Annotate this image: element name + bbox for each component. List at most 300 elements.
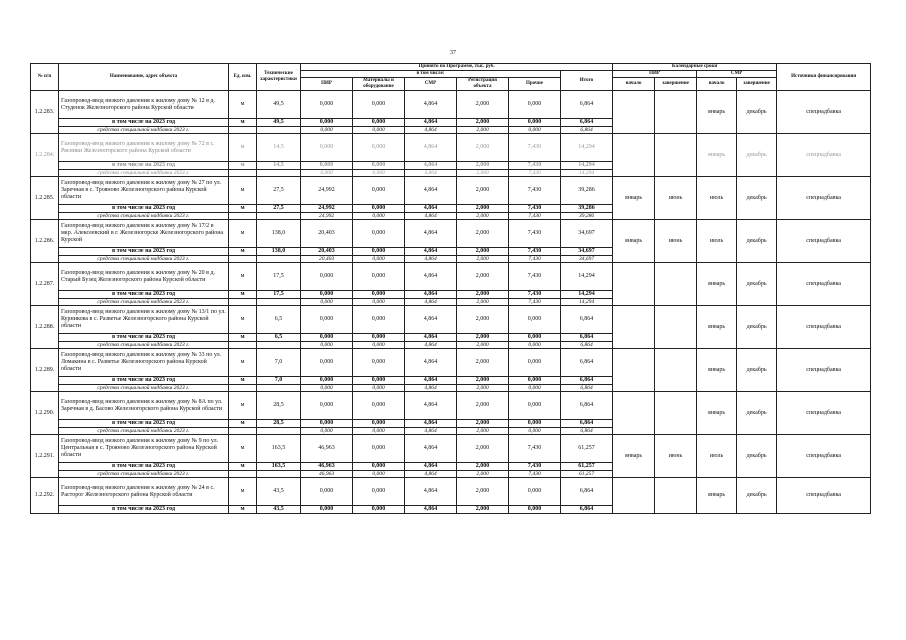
smr-start-cell: июль [697,220,737,263]
other-cell: 0,000 [509,334,561,342]
subtotal-label: в том числе на 2023 год [59,377,229,385]
mat-cell: 0,000 [353,506,405,514]
subtotal-label: в том числе на 2023 год [59,291,229,299]
total-cell: 6,864 [561,377,613,385]
unit-cell [229,385,257,392]
unit-cell: м [229,134,257,162]
pir-cell: 20,403 [301,256,353,263]
tech-cell [257,342,301,349]
reg-cell: 2,000 [457,256,509,263]
reg-cell: 2,000 [457,435,509,463]
pir-cell: 0,000 [301,119,353,127]
mat-cell: 0,000 [353,162,405,170]
total-cell: 61,257 [561,435,613,463]
pir-cell: 0,000 [301,299,353,306]
unit-cell: м [229,291,257,299]
tech-cell: 7,0 [257,349,301,377]
tech-cell: 163,5 [257,463,301,471]
pir-start-cell [613,478,655,514]
pir-cell: 0,000 [301,506,353,514]
row-number: 1.2.290. [31,392,59,435]
smr-cell: 4,864 [405,291,457,299]
unit-cell: м [229,306,257,334]
row-number: 1.2.289. [31,349,59,392]
other-cell: 7,430 [509,291,561,299]
tech-cell: 6,5 [257,306,301,334]
pir-cell: 0,000 [301,478,353,506]
header-materials: Материалы и оборудование [353,78,405,91]
special-fund-label: средства специальной надбавки 2023 г. [59,256,229,263]
table-row [31,435,871,463]
other-cell: 7,430 [509,134,561,162]
unit-cell: м [229,205,257,213]
tech-cell: 6,5 [257,334,301,342]
unit-cell [229,213,257,220]
unit-cell: м [229,392,257,420]
row-number: 1.2.286. [31,220,59,263]
total-cell: 14,294 [561,162,613,170]
object-name: Газопровод-ввод низкого давления к жилому дому № 13/1 по ул. Курникова в с. Разветье Железногорского района Курской области [59,306,229,334]
smr-cell: 4,864 [405,220,457,248]
header-tech: Технические характеристики [257,64,301,91]
tech-cell [257,299,301,306]
reg-cell: 2,000 [457,471,509,478]
unit-cell: м [229,248,257,256]
table-row [31,220,871,248]
reg-cell: 2,000 [457,428,509,435]
mat-cell: 0,000 [353,306,405,334]
pir-end-cell [655,306,697,349]
total-cell: 6,864 [561,306,613,334]
smr-cell: 4,864 [405,177,457,205]
reg-cell: 2,000 [457,134,509,162]
other-cell: 0,000 [509,342,561,349]
reg-cell: 2,000 [457,306,509,334]
other-cell: 0,000 [509,478,561,506]
header-name: Наименование, адрес объекта [59,64,229,91]
smr-end-cell: декабрь [737,478,777,514]
other-cell: 0,000 [509,91,561,119]
reg-cell: 2,000 [457,91,509,119]
mat-cell: 0,000 [353,471,405,478]
reg-cell: 2,000 [457,349,509,377]
pir-end-cell [655,263,697,306]
smr-cell: 4,864 [405,478,457,506]
mat-cell: 0,000 [353,220,405,248]
mat-cell: 0,000 [353,349,405,377]
page-number: 37 [450,50,456,56]
smr-cell: 4,864 [405,385,457,392]
total-cell: 34,697 [561,220,613,248]
reg-cell: 2,000 [457,463,509,471]
table-row [31,349,871,377]
special-fund-label: средства специальной надбавки 2023 г. [59,127,229,134]
object-name: Газопровод-ввод низкого давления к жилому дому № 17/2 в мкр. Алексеевский в г. Железногорске Железногорского района Курской [59,220,229,248]
total-cell: 61,257 [561,463,613,471]
source-cell: спецнадбавка [777,177,871,220]
total-cell: 6,864 [561,392,613,420]
reg-cell: 2,000 [457,127,509,134]
reg-cell: 2,000 [457,299,509,306]
pir-end-cell [655,349,697,392]
other-cell: 0,000 [509,506,561,514]
unit-cell [229,342,257,349]
reg-cell: 2,000 [457,177,509,205]
reg-cell: 2,000 [457,119,509,127]
smr-cell: 4,864 [405,334,457,342]
tech-cell: 17,5 [257,291,301,299]
special-fund-label: средства специальной надбавки 2023 г. [59,385,229,392]
pir-cell: 24,992 [301,177,353,205]
unit-cell: м [229,463,257,471]
total-cell: 6,864 [561,349,613,377]
mat-cell: 0,000 [353,342,405,349]
unit-cell: м [229,377,257,385]
pir-cell: 0,000 [301,377,353,385]
smr-cell: 4,864 [405,306,457,334]
other-cell: 7,430 [509,205,561,213]
total-cell: 6,864 [561,428,613,435]
pir-cell: 0,000 [301,349,353,377]
mat-cell: 0,000 [353,463,405,471]
tech-cell: 138,0 [257,248,301,256]
tech-cell: 27,5 [257,205,301,213]
row-number: 1.2.287. [31,263,59,306]
source-cell: спецнадбавка [777,306,871,349]
total-cell: 61,257 [561,471,613,478]
other-cell: 0,000 [509,306,561,334]
reg-cell: 2,000 [457,263,509,291]
pir-end-cell [655,91,697,134]
tech-cell: 7,0 [257,377,301,385]
header-registration: Регистрация объекта [457,78,509,91]
tech-cell: 14,5 [257,134,301,162]
other-cell: 0,000 [509,377,561,385]
unit-cell [229,299,257,306]
pir-cell: 24,992 [301,213,353,220]
smr-start-cell: январь [697,349,737,392]
smr-end-cell: декабрь [737,349,777,392]
tech-cell [257,213,301,220]
reg-cell: 2,000 [457,377,509,385]
pir-start-cell: январь [613,220,655,263]
unit-cell: м [229,220,257,248]
special-fund-label: средства специальной надбавки 2023 г. [59,428,229,435]
tech-cell: 138,0 [257,220,301,248]
pir-end-cell [655,478,697,514]
total-cell: 6,864 [561,420,613,428]
total-cell: 6,864 [561,385,613,392]
subtotal-label: в том числе на 2023 год [59,248,229,256]
smr-cell: 4,864 [405,420,457,428]
pir-cell: 24,992 [301,205,353,213]
mat-cell: 0,000 [353,478,405,506]
row-number: 1.2.284. [31,134,59,177]
pir-cell: 46,963 [301,463,353,471]
total-cell: 6,864 [561,506,613,514]
header-pir-end: завершение [655,78,697,91]
smr-cell: 4,864 [405,342,457,349]
mat-cell: 0,000 [353,420,405,428]
tech-cell: 49,5 [257,119,301,127]
header-unit: Ед. изм. [229,64,257,91]
smr-start-cell: январь [697,306,737,349]
other-cell: 0,000 [509,392,561,420]
other-cell: 7,430 [509,435,561,463]
smr-start-cell: январь [697,134,737,177]
pir-cell: 46,963 [301,435,353,463]
object-name: Газопровод-ввод низкого давления к жилому дому № 72 в с. Рясники Железногорского района Курской области [59,134,229,162]
tech-cell: 14,5 [257,162,301,170]
unit-cell: м [229,478,257,506]
total-cell: 14,294 [561,170,613,177]
special-fund-label: средства специальной надбавки 2023 г. [59,299,229,306]
unit-cell: м [229,119,257,127]
pir-end-cell: июнь [655,220,697,263]
pir-cell: 0,000 [301,134,353,162]
header-pir: ПИР [301,78,353,91]
smr-end-cell: декабрь [737,220,777,263]
smr-cell: 4,864 [405,299,457,306]
subtotal-label: в том числе на 2023 год [59,463,229,471]
mat-cell: 0,000 [353,170,405,177]
pir-start-cell [613,306,655,349]
smr-cell: 4,864 [405,134,457,162]
reg-cell: 2,000 [457,392,509,420]
total-cell: 6,864 [561,127,613,134]
pir-cell: 0,000 [301,392,353,420]
total-cell: 6,864 [561,119,613,127]
smr-start-cell: июль [697,177,737,220]
pir-start-cell [613,349,655,392]
pir-cell: 20,403 [301,220,353,248]
object-name: Газопровод-ввод низкого давления к жилому дому № 33 по ул. Ломакина в с. Разветье Железногорского района Курской области [59,349,229,377]
subtotal-label: в том числе на 2023 год [59,162,229,170]
mat-cell: 0,000 [353,91,405,119]
mat-cell: 0,000 [353,291,405,299]
mat-cell: 0,000 [353,392,405,420]
object-name: Газопровод-ввод низкого давления к жилому дому № 20 в д. Старый Бузец Железногорского района Курской области [59,263,229,291]
special-fund-label: средства специальной надбавки 2023 г. [59,342,229,349]
header-other: Прочие [509,78,561,91]
mat-cell: 0,000 [353,248,405,256]
total-cell: 14,294 [561,291,613,299]
unit-cell [229,170,257,177]
smr-cell: 4,864 [405,428,457,435]
reg-cell: 2,000 [457,220,509,248]
reg-cell: 2,000 [457,342,509,349]
tech-cell: 28,5 [257,392,301,420]
reg-cell: 2,000 [457,334,509,342]
pir-start-cell: январь [613,435,655,478]
object-name: Газопровод-ввод низкого давления к жилому дому № 24 в с. Расторог Железногорского района Курской области [59,478,229,506]
unit-cell: м [229,162,257,170]
pir-cell: 46,963 [301,471,353,478]
other-cell: 0,000 [509,127,561,134]
mat-cell: 0,000 [353,435,405,463]
unit-cell [229,256,257,263]
tech-cell [257,471,301,478]
unit-cell: м [229,91,257,119]
smr-cell: 4,864 [405,213,457,220]
object-name: Газопровод-ввод низкого давления к жилому дому № 8А по ул. Заречная в д. Басово Железногорского района Курской области [59,392,229,420]
reg-cell: 2,000 [457,170,509,177]
source-cell: спецнадбавка [777,392,871,435]
row-number: 1.2.292. [31,478,59,514]
mat-cell: 0,000 [353,177,405,205]
program-table [30,63,871,514]
smr-cell: 4,864 [405,162,457,170]
reg-cell: 2,000 [457,205,509,213]
smr-start-cell: январь [697,263,737,306]
row-number: 1.2.283. [31,91,59,134]
total-cell: 39,286 [561,213,613,220]
pir-start-cell: январь [613,177,655,220]
tech-cell: 28,5 [257,420,301,428]
smr-end-cell: декабрь [737,306,777,349]
row-number: 1.2.291. [31,435,59,478]
other-cell: 0,000 [509,420,561,428]
smr-start-cell: июль [697,435,737,478]
reg-cell: 2,000 [457,478,509,506]
other-cell: 7,430 [509,263,561,291]
unit-cell: м [229,334,257,342]
tech-cell: 27,5 [257,177,301,205]
mat-cell: 0,000 [353,256,405,263]
header-smr-start: начало [697,78,737,91]
unit-cell [229,428,257,435]
pir-cell: 0,000 [301,385,353,392]
row-number: 1.2.285. [31,177,59,220]
pir-cell: 0,000 [301,428,353,435]
source-cell: спецнадбавка [777,478,871,514]
tech-cell [257,256,301,263]
unit-cell: м [229,263,257,291]
unit-cell [229,127,257,134]
reg-cell: 2,000 [457,213,509,220]
other-cell: 0,000 [509,119,561,127]
smr-cell: 4,864 [405,471,457,478]
subtotal-label: в том числе на 2023 год [59,205,229,213]
table-row [31,263,871,291]
smr-cell: 4,864 [405,256,457,263]
header-smr-end: завершение [737,78,777,91]
mat-cell: 0,000 [353,299,405,306]
smr-end-cell: декабрь [737,392,777,435]
smr-cell: 4,864 [405,377,457,385]
tech-cell [257,385,301,392]
other-cell: 7,430 [509,471,561,478]
total-cell: 34,697 [561,256,613,263]
pir-cell: 0,000 [301,334,353,342]
reg-cell: 2,000 [457,420,509,428]
other-cell: 7,430 [509,213,561,220]
source-cell: спецнадбавка [777,220,871,263]
mat-cell: 0,000 [353,205,405,213]
special-fund-label: средства специальной надбавки 2023 г. [59,471,229,478]
source-cell: спецнадбавка [777,134,871,177]
mat-cell: 0,000 [353,377,405,385]
pir-cell: 0,000 [301,306,353,334]
unit-cell: м [229,435,257,463]
total-cell: 14,294 [561,263,613,291]
tech-cell [257,127,301,134]
object-name: Газопровод-ввод низкого давления к жилому дому № 27 по ул. Заречная в с. Трояново Железногорского района Курской области [59,177,229,205]
object-name: Газопровод-ввод низкого давления к жилому дому № 12 в д. Студенок Железногорского района Курской области [59,91,229,119]
pir-cell: 20,403 [301,248,353,256]
pir-cell: 0,000 [301,170,353,177]
other-cell: 7,430 [509,256,561,263]
smr-start-cell: январь [697,91,737,134]
pir-end-cell [655,134,697,177]
other-cell: 0,000 [509,428,561,435]
table-row [31,306,871,334]
subtotal-label: в том числе на 2023 год [59,334,229,342]
smr-cell: 4,864 [405,91,457,119]
source-cell: спецнадбавка [777,349,871,392]
tech-cell: 17,5 [257,263,301,291]
smr-cell: 4,864 [405,263,457,291]
header-incl: в том числе: [301,71,561,78]
source-cell: спецнадбавка [777,435,871,478]
mat-cell: 0,000 [353,119,405,127]
smr-cell: 4,864 [405,248,457,256]
source-cell: спецнадбавка [777,91,871,134]
total-cell: 39,286 [561,177,613,205]
pir-end-cell [655,392,697,435]
smr-end-cell: декабрь [737,263,777,306]
unit-cell: м [229,506,257,514]
smr-cell: 4,864 [405,127,457,134]
reg-cell: 2,000 [457,506,509,514]
pir-cell: 0,000 [301,291,353,299]
tech-cell: 43,5 [257,478,301,506]
header-pir-start: начало [613,78,655,91]
smr-cell: 4,864 [405,392,457,420]
tech-cell: 43,5 [257,506,301,514]
other-cell: 7,430 [509,170,561,177]
header-cal-pir: ПИР [613,71,697,78]
mat-cell: 0,000 [353,334,405,342]
pir-start-cell [613,91,655,134]
pir-cell: 0,000 [301,420,353,428]
unit-cell: м [229,177,257,205]
reg-cell: 2,000 [457,162,509,170]
subtotal-label: в том числе на 2023 год [59,506,229,514]
mat-cell: 0,000 [353,134,405,162]
tech-cell: 163,5 [257,435,301,463]
smr-end-cell: декабрь [737,177,777,220]
reg-cell: 2,000 [457,291,509,299]
header-cal-smr: СМР [697,71,777,78]
subtotal-label: в том числе на 2023 год [59,420,229,428]
tech-cell [257,170,301,177]
table-row [31,91,871,119]
table-row [31,392,871,420]
other-cell: 7,430 [509,463,561,471]
other-cell: 0,000 [509,385,561,392]
header-sources: Источники финансирования [777,64,871,91]
smr-cell: 4,864 [405,435,457,463]
special-fund-label: средства специальной надбавки 2023 г. [59,170,229,177]
other-cell: 0,000 [509,349,561,377]
table-body [31,91,871,514]
pir-start-cell [613,134,655,177]
header-funding: Принято по Программе, тыс. руб. [301,64,613,71]
smr-cell: 4,864 [405,463,457,471]
smr-cell: 4,864 [405,205,457,213]
mat-cell: 0,000 [353,385,405,392]
